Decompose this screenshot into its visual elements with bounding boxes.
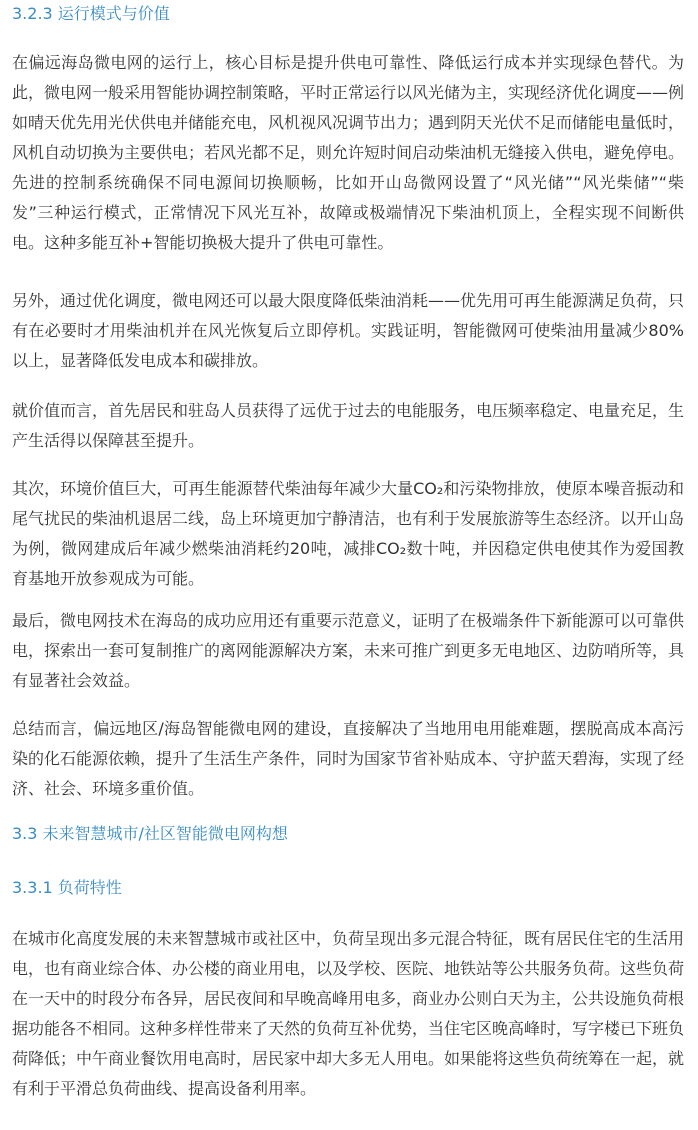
paragraph-optimized-dispatch: 另外，通过优化调度，微电网还可以最大限度降低柴油消耗——优先用可再生能源满足负荷，只有在必要时才用柴油机并在风光恢复后立即停机。实践证明，智能微网可使柴油用量减少80%以上，显著降低发电成本和碳排放。 (12, 291, 685, 370)
section-heading-3-3: 3.3 未来智慧城市/社区智能微电网构想 (12, 824, 288, 843)
paragraph-environmental-value: 其次，环境价值巨大，可再生能源替代柴油每年减少大量CO₂和污染物排放，使原本噪音振动和尾气扰民的柴油机退居二线，岛上环境更加宁静清洁，也有利于发展旅游等生态经济。以开山岛为例，微网建成后年减少燃柴油消耗约20吨，减排CO₂数十吨，并因稳定供电使其作为爱国教育基地开放参观成为可能。 (12, 479, 685, 588)
paragraph-operation-mode: 在偏远海岛微电网的运行上，核心目标是提升供电可靠性、降低运行成本并实现绿色替代。为此，微电网一般采用智能协调控制策略，平时正常运行以风光储为主，实现经济优化调度——例如晴天优先用光伏供电并储能充电，风机视风况调节出力；遇到阴天光伏不足而储能电量低时，风机自动切换为主要供电；若风光都不足，则允许短时间启动柴油机无缝接入供电，避免停电。先进的控制系统确保不同电源间切换顺畅，比如开山岛微网设置了“风光储”“风光柴储”“柴发”三种运行模式，正常情况下风光互补，故障或极端情况下柴油机顶上，全程实现不间断供电。这种多能互补+智能切换极大提升了供电可靠性。 (12, 53, 685, 252)
paragraph-demonstration-value: 最后，微电网技术在海岛的成功应用还有重要示范意义，证明了在极端条件下新能源可以可靠供电，探索出一套可复制推广的离网能源解决方案，未来可推广到更多无电地区、边防哨所等，具有显著社会效益。 (12, 611, 685, 690)
paragraph-load-characteristics: 在城市化高度发展的未来智慧城市或社区中，负荷呈现出多元混合特征，既有居民住宅的生活用电，也有商业综合体、办公楼的商业用电，以及学校、医院、地铁站等公共服务负荷。这些负荷在一天中的时段分布各异，居民夜间和早晚高峰用电多，商业办公则白天为主，公共设施负荷根据功能各不相同。这种多样性带来了天然的负荷互补优势，当住宅区晚高峰时，写字楼已下班负荷降低；中午商业餐饮用电高时，居民家中却大多无人用电。如果能将这些负荷统筹在一起，就有利于平滑总负荷曲线、提高设备利用率。 (12, 929, 685, 1098)
section-heading-3-3-1: 3.3.1 负荷特性 (12, 878, 122, 897)
paragraph-value-residents: 就价值而言，首先居民和驻岛人员获得了远优于过去的电能服务，电压频率稳定、电量充足，生产生活得以保障甚至提升。 (12, 401, 685, 450)
paragraph-summary: 总结而言，偏远地区/海岛智能微电网的建设，直接解决了当地用电用能难题，摆脱高成本高污染的化石能源依赖，提升了生活生产条件，同时为国家节省补贴成本、守护蓝天碧海，实现了经济、社会、环境多重价值。 (12, 719, 685, 798)
section-heading-3-2-3: 3.2.3 运行模式与价值 (12, 4, 170, 23)
